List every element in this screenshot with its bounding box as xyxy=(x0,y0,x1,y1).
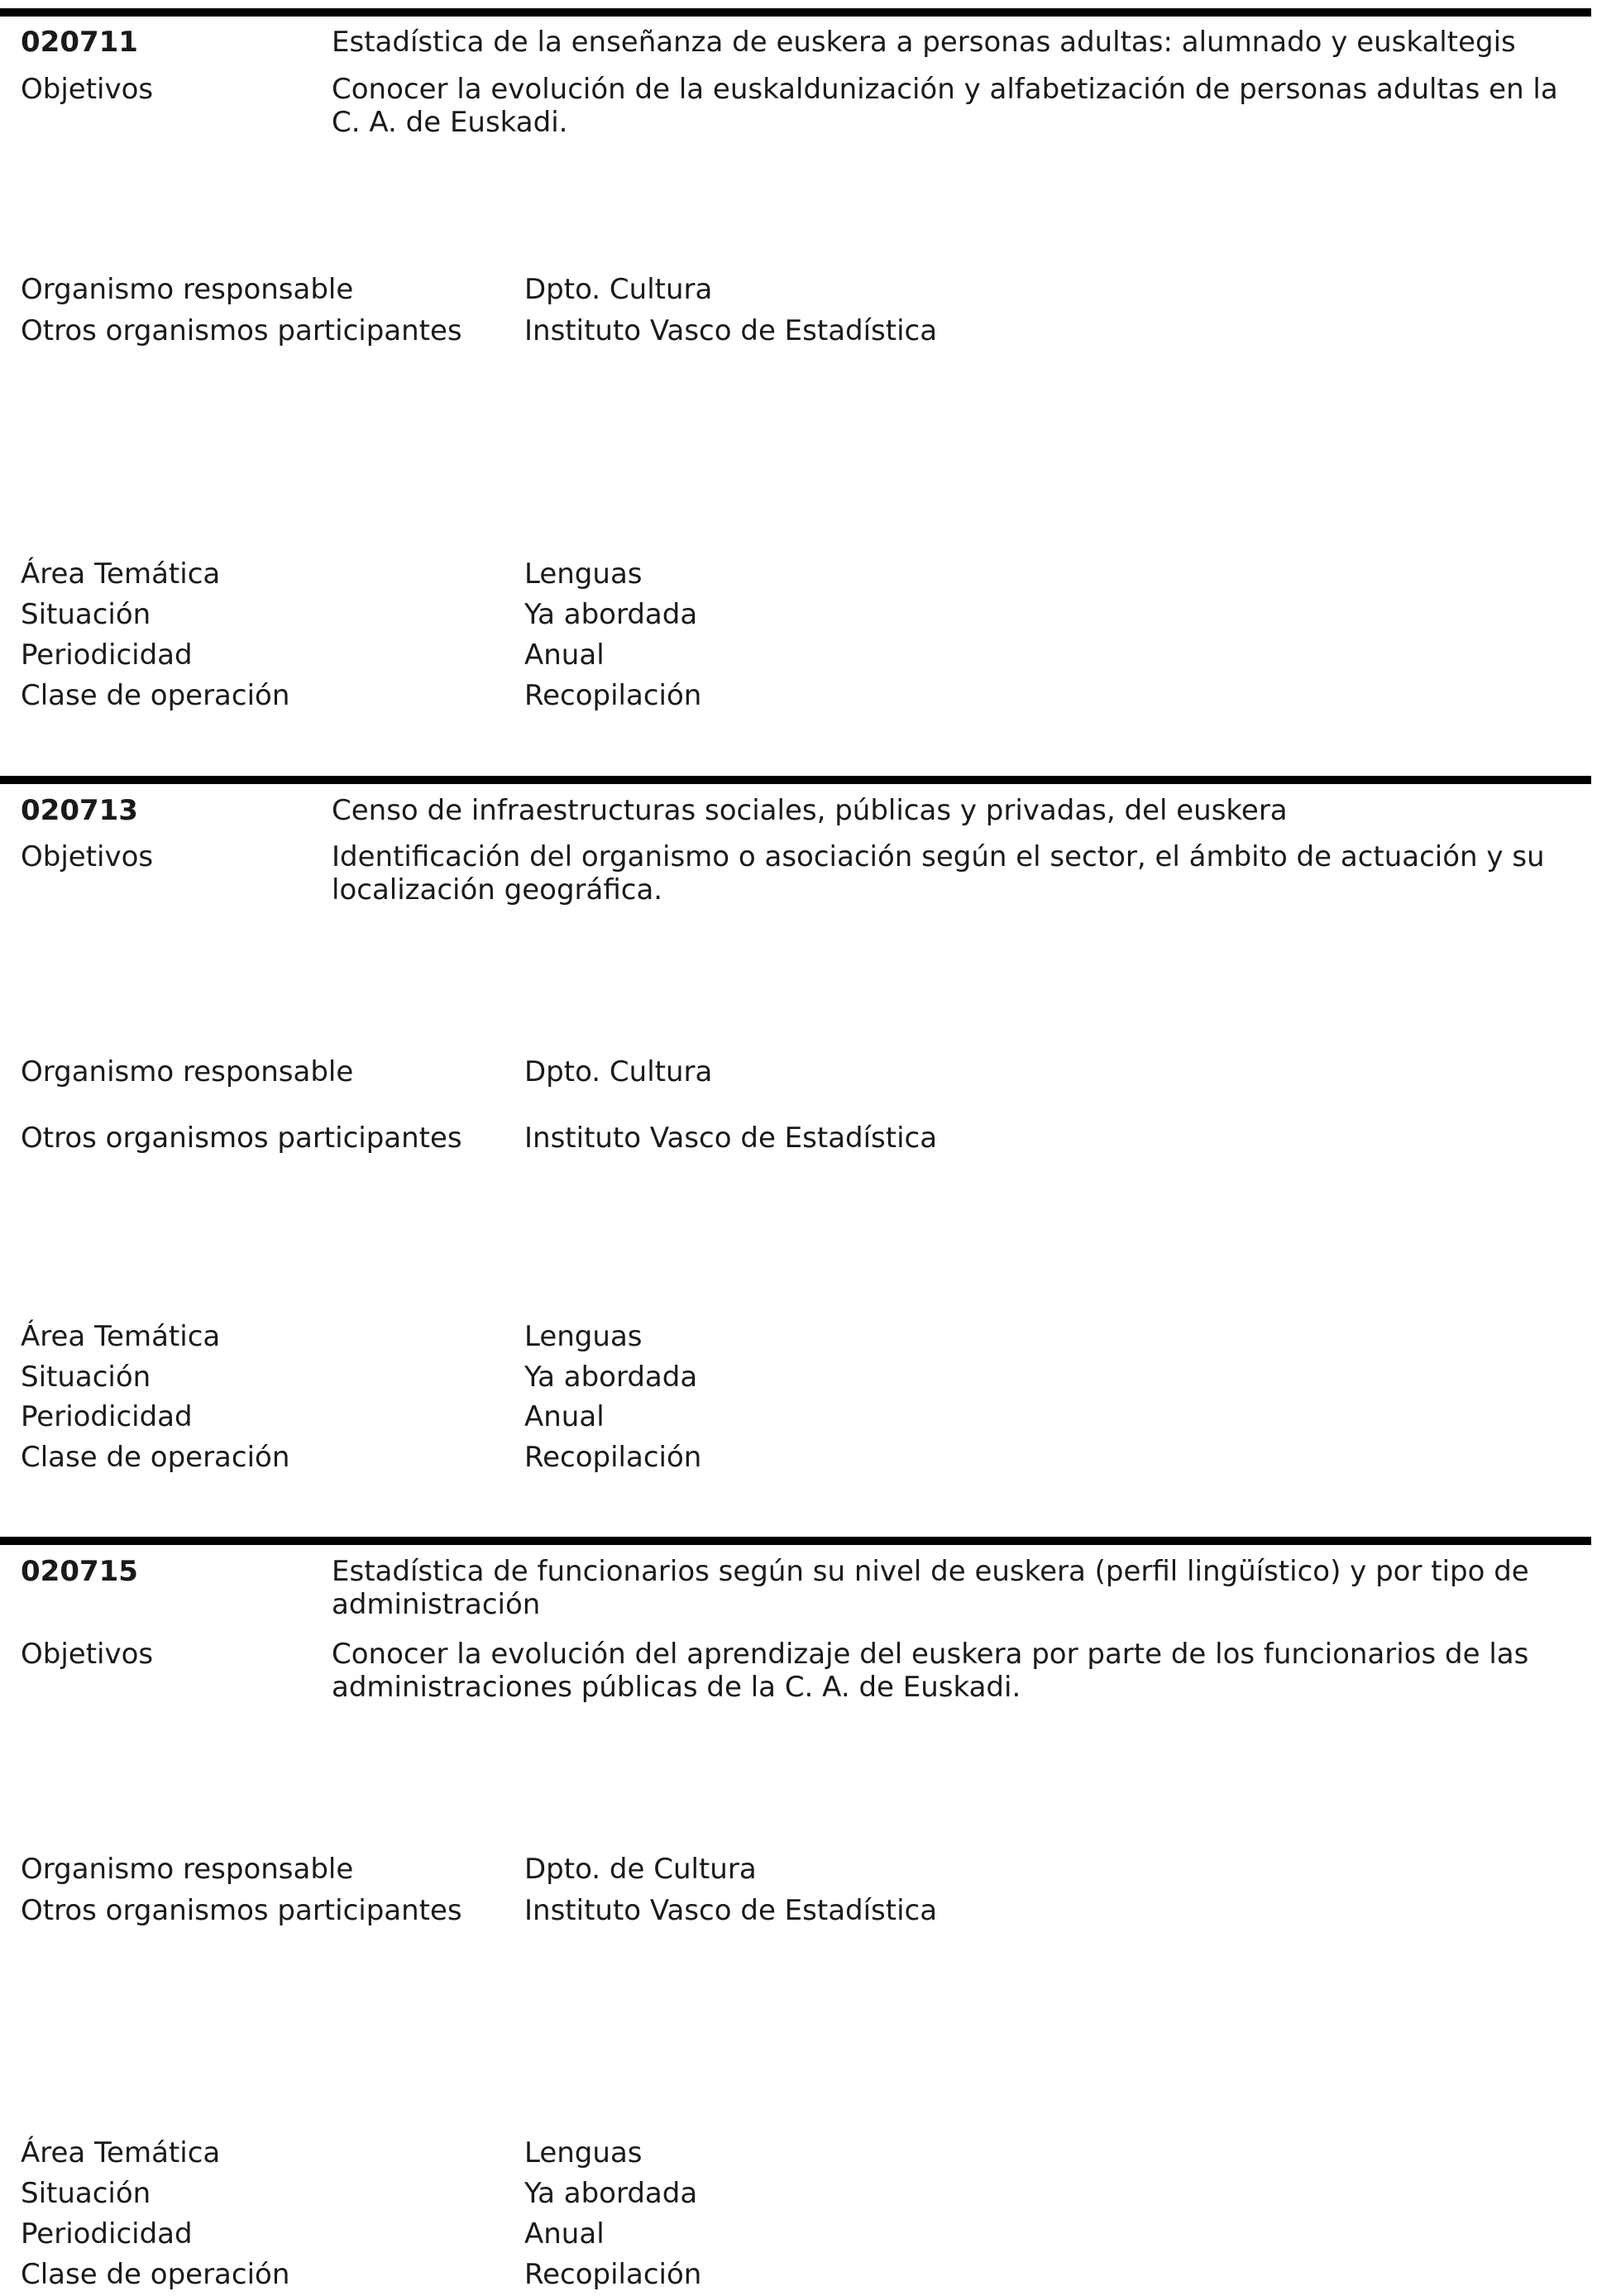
organismo-responsable-value: Dpto. Cultura xyxy=(524,1055,713,1088)
organismo-responsable-label: Organismo responsable xyxy=(21,273,354,306)
area-tematica-label: Área Temática xyxy=(21,1320,221,1353)
organismo-responsable-value: Dpto. Cultura xyxy=(524,273,713,306)
objetivos-label: Objetivos xyxy=(21,1638,154,1671)
otros-organismos-label: Otros organismos participantes xyxy=(21,1894,462,1927)
otros-organismos-value: Instituto Vasco de Estadística xyxy=(524,1122,938,1155)
record-code: 020715 xyxy=(21,1555,138,1588)
otros-organismos-label: Otros organismos participantes xyxy=(21,314,462,347)
situacion-value: Ya abordada xyxy=(524,598,698,631)
record-title: Estadística de la enseñanza de euskera a personas adultas: alumnado y euskaltegis xyxy=(332,26,1516,59)
objetivos-text: Identificación del organismo o asociación según el sector, el ámbito de actuación y su localización geográfica. xyxy=(332,840,1545,906)
periodicidad-value: Anual xyxy=(524,1400,605,1433)
objetivos-text: Conocer la evolución del aprendizaje del euskera por parte de los funcionarios de las administraciones públicas de la C. A. de Euskadi. xyxy=(332,1638,1529,1704)
situacion-label: Situación xyxy=(21,1361,151,1394)
objetivos-label: Objetivos xyxy=(21,73,154,106)
clase-operacion-label: Clase de operación xyxy=(21,1441,290,1474)
periodicidad-value: Anual xyxy=(524,639,605,672)
record-title: Censo de infraestructuras sociales, públicas y privadas, del euskera xyxy=(332,794,1288,827)
record-divider xyxy=(0,776,1591,784)
periodicidad-label: Periodicidad xyxy=(21,639,193,672)
area-tematica-value: Lenguas xyxy=(524,557,643,591)
clase-operacion-value: Recopilación xyxy=(524,2258,702,2291)
organismo-responsable-value: Dpto. de Cultura xyxy=(524,1853,757,1886)
record-code: 020711 xyxy=(21,26,138,59)
record-title: Estadística de funcionarios según su nivel de euskera (perfil lingüístico) y por tipo de administración xyxy=(332,1555,1529,1621)
otros-organismos-label: Otros organismos participantes xyxy=(21,1122,462,1155)
organismo-responsable-label: Organismo responsable xyxy=(21,1055,354,1088)
otros-organismos-value: Instituto Vasco de Estadística xyxy=(524,1894,938,1927)
area-tematica-value: Lenguas xyxy=(524,2136,643,2169)
clase-operacion-value: Recopilación xyxy=(524,679,702,712)
periodicidad-value: Anual xyxy=(524,2217,605,2251)
situacion-label: Situación xyxy=(21,598,151,631)
situacion-label: Situación xyxy=(21,2177,151,2210)
area-tematica-label: Área Temática xyxy=(21,557,221,591)
area-tematica-label: Área Temática xyxy=(21,2136,221,2169)
objetivos-text: Conocer la evolución de la euskaldunización y alfabetización de personas adultas en la C. A. de Euskadi. xyxy=(332,73,1558,139)
organismo-responsable-label: Organismo responsable xyxy=(21,1853,354,1886)
situacion-value: Ya abordada xyxy=(524,1361,698,1394)
otros-organismos-value: Instituto Vasco de Estadística xyxy=(524,314,938,347)
clase-operacion-label: Clase de operación xyxy=(21,679,290,712)
clase-operacion-value: Recopilación xyxy=(524,1441,702,1474)
situacion-value: Ya abordada xyxy=(524,2177,698,2210)
clase-operacion-label: Clase de operación xyxy=(21,2258,290,2291)
periodicidad-label: Periodicidad xyxy=(21,1400,193,1433)
objetivos-label: Objetivos xyxy=(21,840,154,873)
record-divider xyxy=(0,1537,1591,1545)
record-code: 020713 xyxy=(21,794,138,827)
periodicidad-label: Periodicidad xyxy=(21,2217,193,2251)
record-divider xyxy=(0,8,1591,17)
area-tematica-value: Lenguas xyxy=(524,1320,643,1353)
